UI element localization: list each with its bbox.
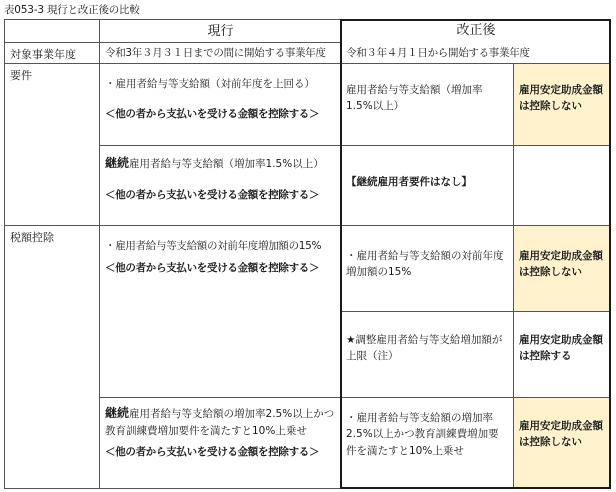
current-requirement-1-deduction: ＜他の者から支払いを受ける金額を控除する＞ [105, 108, 320, 121]
revised-tax-credit-1: ・雇用者給与等支給額の対前年度増加額の15% [341, 226, 513, 312]
continuation-label: 継続 [105, 406, 130, 420]
header-current: 現行 [99, 19, 341, 43]
revised-tax-credit-3-note: 雇用安定助成金額は控除しない [513, 398, 611, 489]
revised-requirement-1: 雇用者給与等支給額（増加率1.5%以上） [341, 64, 513, 146]
current-tax-credit-1-deduction: ＜他の者から支払いを受ける金額を控除する＞ [105, 262, 320, 275]
row-label-tax-credit: 税額控除 [4, 226, 99, 489]
row-label-requirement: 要件 [4, 64, 99, 226]
revised-requirement-2: 【継続雇用者要件はなし】 [341, 146, 513, 226]
revised-requirement-2-note-empty [513, 146, 611, 226]
continuation-label: 継続 [105, 156, 130, 170]
current-requirement-2-rest: 雇用者給与等支給額（増加率1.5%以上） [129, 158, 324, 170]
header-revised: 改正後 [456, 23, 496, 38]
current-requirement-1-text: ・雇用者給与等支給額（対前年度を上回る） [105, 78, 315, 90]
revised-tax-credit-1-note: 雇用安定助成金額は控除しない [513, 226, 611, 312]
revised-tax-credit-3: ・雇用者給与等支給額の増加率2.5%以上かつ教育訓練費増加要件を満たすと10%上乗せ [346, 412, 499, 457]
current-requirement-2-text [105, 154, 336, 173]
current-tax-credit-1 [99, 226, 341, 398]
revised-tax-credit-2: ★調整雇用者給与等支給増加額が上限（注） [341, 312, 513, 398]
row-label-target-year: 対象事業年度 [4, 43, 99, 64]
revised-tax-credit-2-note: 雇用安定助成金額は控除する [513, 312, 611, 398]
revised-target-year: 令和３年４月１日から開始する事業年度 [341, 43, 611, 64]
table-caption: 表053-3 現行と改正後の比較 [4, 4, 140, 16]
current-target-year: 令和3年３月３１日までの間に開始する事業年度 [99, 43, 341, 64]
current-requirement-1 [99, 64, 341, 146]
header-empty-cell [4, 19, 99, 43]
current-tax-credit-2-deduction: ＜他の者から支払いを受ける金額を控除する＞ [105, 445, 320, 458]
revised-requirement-1-note: 雇用安定助成金額は控除しない [513, 64, 611, 146]
current-tax-credit-2 [99, 398, 341, 489]
current-tax-credit-2-rest: 雇用者給与等支給額の増加率2.5%以上かつ教育訓練費増加要件を満たすと10%上乗せ [105, 408, 335, 437]
current-requirement-2-deduction: ＜他の者から支払いを受ける金額を控除する＞ [105, 188, 320, 201]
current-tax-credit-2-text [105, 404, 336, 439]
current-tax-credit-1-text: ・雇用者給与等支給額の対前年度増加額の15% [105, 240, 322, 252]
current-requirement-2 [99, 146, 341, 226]
comparison-table [4, 19, 611, 489]
